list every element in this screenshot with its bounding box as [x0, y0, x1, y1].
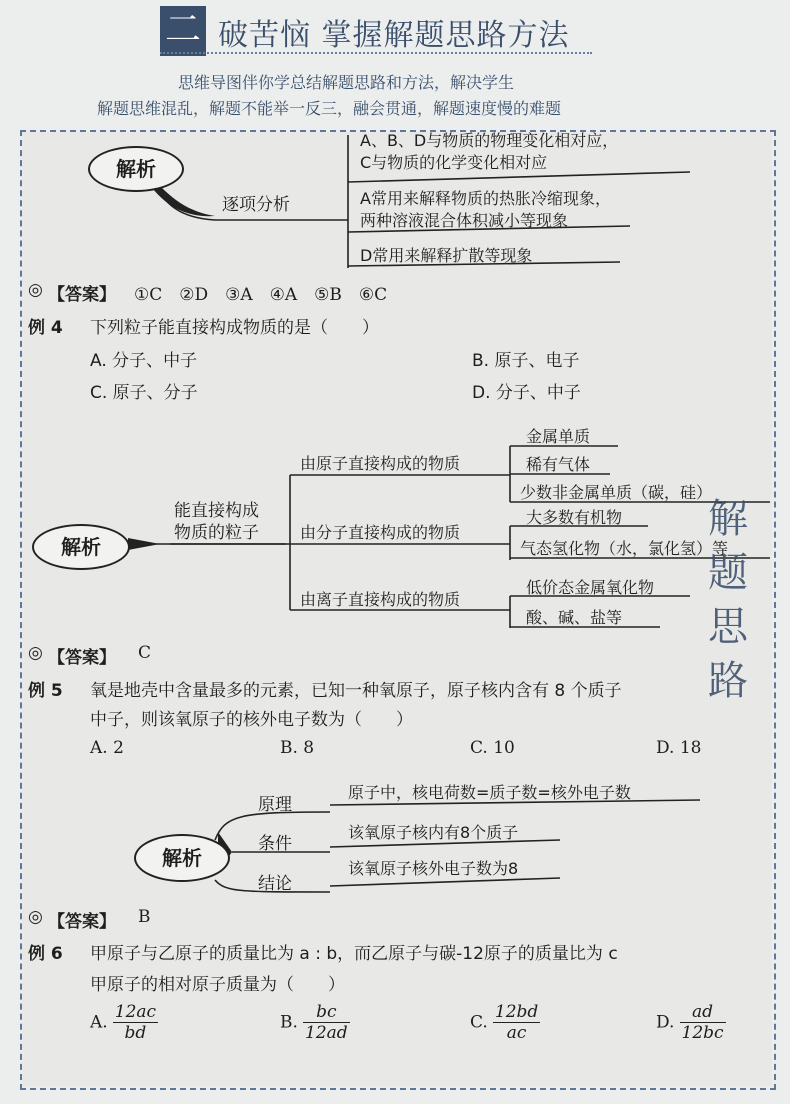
denominator: ac: [506, 1023, 527, 1043]
map3-value-condition: 该氧原子核内有8个质子: [348, 823, 519, 842]
option-label: D.: [656, 1012, 675, 1033]
answer-value: ①C ②D ③A ④A ⑤B ⑥C: [134, 285, 388, 305]
map2-branch-ions: 由离子直接构成的物质: [300, 590, 461, 609]
question-line-1: 甲原子与乙原子的质量比为 a : b，而乙原子与碳-12原子的质量比为 c: [90, 944, 618, 964]
answer-label: 【答案】: [48, 912, 116, 932]
map1-leaf2-line2: 两种溶液混合体积减小等现象: [360, 211, 569, 230]
map2-leaf: 气态氢化物（水，氯化氢）等: [520, 539, 729, 558]
map2-leaf: 低价态金属氧化物: [526, 578, 655, 597]
answer-marker: ◎: [28, 643, 43, 663]
denominator: bd: [124, 1023, 147, 1043]
option-label: A.: [90, 1012, 108, 1033]
option-c: C. 原子、分子: [90, 383, 198, 403]
option-b: B. 8: [280, 738, 315, 758]
example-number: 例 6: [28, 944, 63, 964]
numerator: 12bd: [494, 1002, 539, 1022]
answer-label: 【答案】: [48, 285, 116, 305]
section-title: 破苦恼 掌握解题思路方法: [218, 18, 570, 53]
map2-branch-atoms: 由原子直接构成的物质: [300, 454, 461, 473]
denominator: 12bc: [681, 1023, 724, 1043]
option-c: [470, 1002, 540, 1043]
answer-value: B: [138, 907, 151, 927]
question-stem: 下列粒子能直接构成物质的是（ ）: [90, 318, 379, 338]
example-number: 例 5: [28, 681, 63, 701]
map1-leaf1-line1: A、B、D与物质的物理变化相对应，: [360, 131, 619, 150]
option-label: B.: [280, 1012, 298, 1033]
section-number-badge: 二: [160, 6, 206, 56]
question-line-2: 甲原子的相对原子质量为（ ）: [90, 975, 345, 995]
map3-key-conclusion: 结论: [258, 874, 292, 894]
option-a: A. 2: [90, 738, 124, 758]
map2-leaf: 大多数有机物: [526, 508, 623, 527]
watermark-char: 思: [708, 604, 748, 650]
option-d: D. 18: [656, 738, 702, 758]
numerator: ad: [680, 1002, 726, 1023]
watermark-char: 解: [708, 496, 748, 542]
analysis-oval: 解析: [32, 524, 130, 570]
option-c: C. 10: [470, 738, 515, 758]
answer-marker: ◎: [28, 907, 43, 927]
option-b: B. 原子、电子: [472, 351, 580, 371]
subtitle-line-2: 解题思维混乱，解题不能举一反三，融会贯通，解题速度慢的难题: [97, 99, 562, 118]
watermark-char: 题: [708, 550, 748, 596]
map1-branch: 逐项分析: [222, 195, 290, 215]
answer-value: C: [138, 643, 152, 663]
analysis-oval: 解析: [88, 146, 184, 192]
numerator: 12ac: [114, 1002, 157, 1022]
option-d: D. 分子、中子: [472, 383, 581, 403]
question-line-1: 氧是地壳中含量最多的元素，已知一种氧原子，原子核内含有 8 个质子: [90, 681, 622, 701]
map3-value-principle: 原子中，核电荷数=质子数=核外电子数: [348, 783, 631, 802]
map2-branch-molecules: 由分子直接构成的物质: [300, 523, 461, 542]
subtitle-line-1: 思维导图伴你学总结解题思路和方法，解决学生: [178, 73, 515, 92]
option-d: [656, 1002, 726, 1043]
answer-marker: ◎: [28, 280, 43, 300]
map2-leaf: 金属单质: [526, 427, 591, 446]
map3-key-condition: 条件: [258, 834, 292, 854]
map2-root-line1: 能直接构成: [174, 501, 259, 521]
map1-leaf1-line2: C与物质的化学变化相对应: [360, 153, 548, 172]
analysis-oval: 解析: [134, 834, 230, 882]
fraction: [113, 1002, 158, 1043]
example-number: 例 4: [28, 318, 63, 338]
option-a: A. 分子、中子: [90, 351, 198, 371]
answer-label: 【答案】: [48, 648, 116, 668]
denominator: 12ad: [305, 1023, 348, 1043]
map3-key-principle: 原理: [258, 795, 292, 815]
fraction: [303, 1002, 350, 1043]
map2-root-line2: 物质的粒子: [174, 523, 259, 543]
map1-leaf3: D常用来解释扩散等现象: [360, 246, 533, 265]
map1-leaf2-line1: A常用来解释物质的热胀冷缩现象，: [360, 189, 611, 208]
fraction: [493, 1002, 540, 1043]
option-a: [90, 1002, 158, 1043]
option-b: [280, 1002, 350, 1043]
map3-value-conclusion: 该氧原子核外电子数为8: [348, 859, 519, 878]
question-line-2: 中子，则该氧原子的核外电子数为（ ）: [90, 710, 413, 730]
option-label: C.: [470, 1012, 488, 1033]
map2-leaf: 酸、碱、盐等: [526, 608, 623, 627]
watermark-char: 路: [708, 658, 748, 704]
watermark-vertical-text: [698, 492, 758, 708]
fraction: [680, 1002, 726, 1043]
numerator: bc: [303, 1002, 350, 1023]
map2-leaf: 少数非金属单质（碳，硅）: [520, 483, 713, 502]
map2-leaf: 稀有气体: [526, 455, 591, 474]
